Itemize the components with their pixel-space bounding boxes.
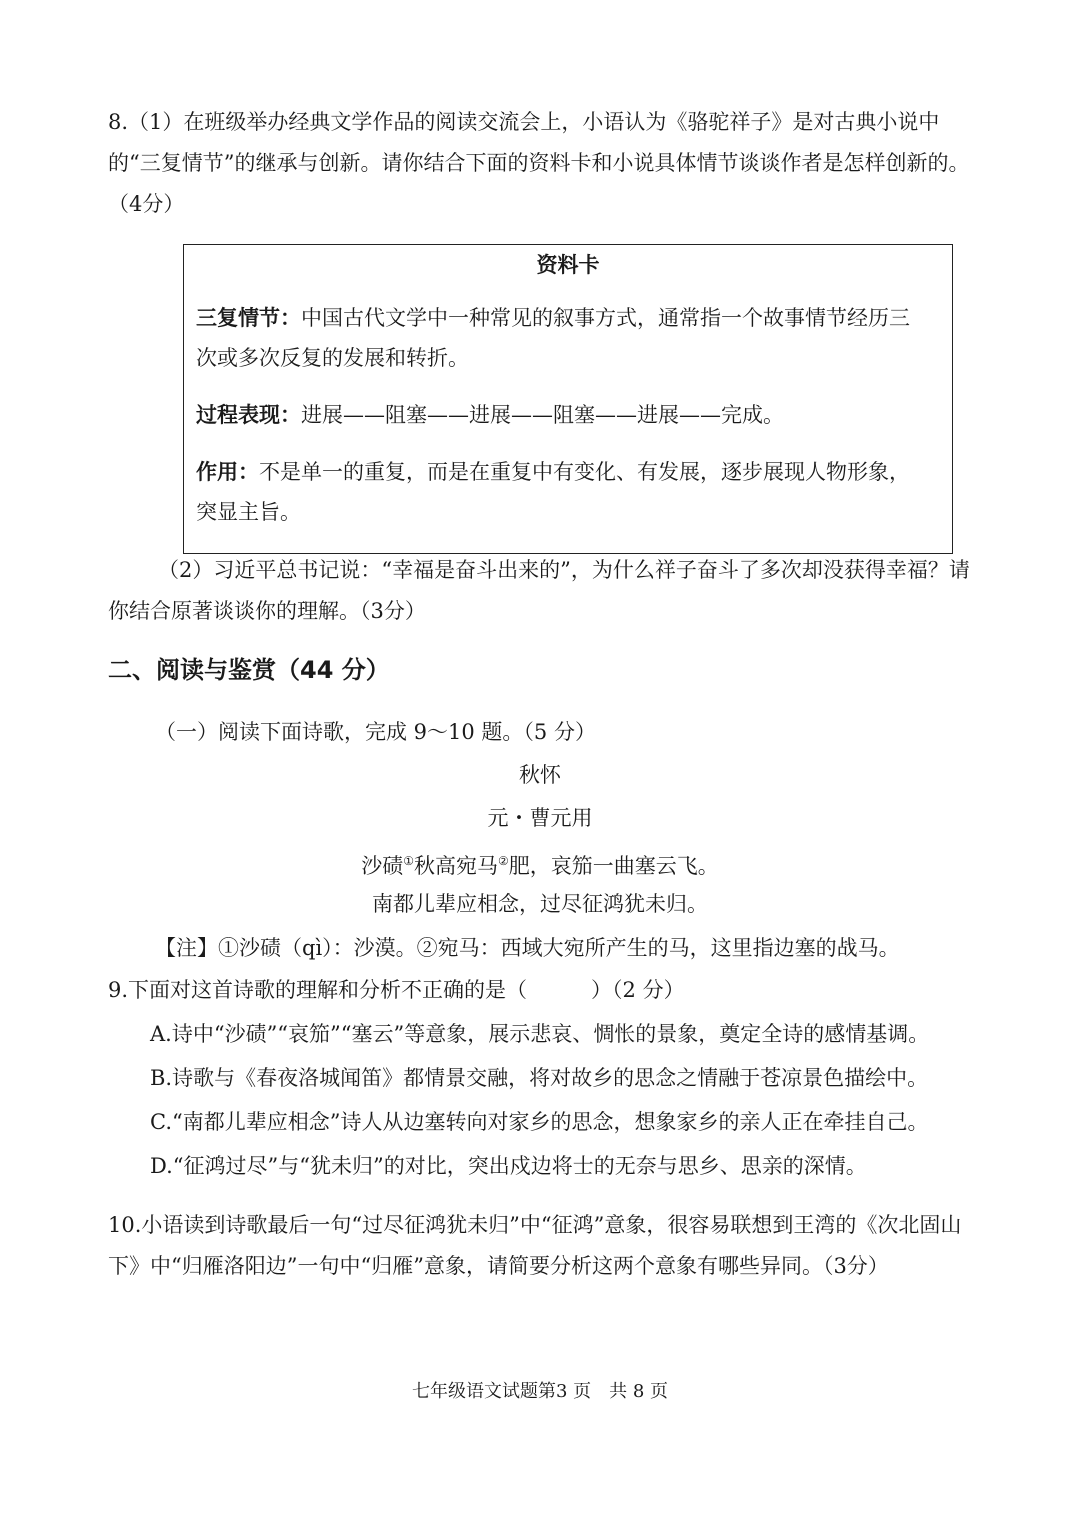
info-card-title: 资料卡 xyxy=(536,252,600,277)
info-card xyxy=(183,244,953,554)
question-8-part-1: 8.（1）在班级举办经典文学作品的阅读交流会上，小语认为《骆驼祥子》是对古典小说中的“三复情节”的继承与创新。请你结合下面的资料卡和小说具体情节谈谈作者是怎样创新的。（4分） xyxy=(108,110,970,216)
card-definition-label: 三复情节： xyxy=(196,305,301,330)
poem-author: 元・曹元用 xyxy=(487,806,593,830)
poem-line-2: 南都儿辈应相念，过尽征鸿犹未归。 xyxy=(372,892,708,916)
poem-line-1-part-b: 秋高宛马 xyxy=(414,854,498,878)
poem-line-1 xyxy=(0,844,1080,883)
option-b: B.诗歌与《春夜洛城闻笛》都情景交融，将对故乡的思念之情融于苍凉景色描绘中。 xyxy=(150,1066,929,1090)
poem-line-1-part-c: 肥，哀笳一曲塞云飞。 xyxy=(508,854,719,878)
question-10: 10.小语读到诗歌最后一句“过尽征鸿犹未归”中“征鸿”意象，很容易联想到王湾的《次北固山下》中“归雁洛阳边”一句中“归雁”意象，请简要分析这两个意象有哪些异同。（3分） xyxy=(108,1213,962,1278)
card-effect-label: 作用： xyxy=(196,459,259,484)
card-definition-text: 中国古代文学中一种常见的叙事方式，通常指一个故事情节经历三 xyxy=(301,306,910,330)
poem-note: 【注】①沙碛（qì）：沙漠。②宛马：西域大宛所产生的马，这里指边塞的战马。 xyxy=(155,936,900,960)
question-8-part-2: （2）习近平总书记说：“幸福是奋斗出来的”，为什么祥子奋斗了多次却没获得幸福？请你结合原著谈谈你的理解。（3分） xyxy=(108,558,970,623)
poem-title: 秋怀 xyxy=(519,763,561,787)
card-definition-line-2: 次或多次反复的发展和转折。 xyxy=(196,346,469,370)
card-effect-line-2: 突显主旨。 xyxy=(196,500,301,524)
poem-line-1-part-a: 沙碛 xyxy=(361,854,404,878)
option-c: C.“南都儿辈应相念”诗人从边塞转向对家乡的思念，想象家乡的亲人正在牵挂自己。 xyxy=(150,1110,929,1134)
poem-intro: （一）阅读下面诗歌，完成 9～10 题。（5 分） xyxy=(155,720,596,744)
footnote-marker-1: ① xyxy=(403,854,414,868)
question-9-score: ）（2 分） xyxy=(591,978,685,1002)
card-process-text: 进展——阻塞——进展——阻塞——进展——完成。 xyxy=(301,403,784,427)
card-effect-text: 不是单一的重复，而是在重复中有变化、有发展，逐步展现人物形象， xyxy=(259,460,910,484)
option-a: A.诗中“沙碛”“哀笳”“塞云”等意象，展示悲哀、惆怅的景象，奠定全诗的感情基调。 xyxy=(150,1022,930,1046)
card-process-line xyxy=(196,394,946,436)
section-2-heading: 二、阅读与鉴赏（44 分） xyxy=(108,656,390,684)
option-d: D.“征鸿过尽”与“犹未归”的对比，突出戍边将士的无奈与思乡、思亲的深情。 xyxy=(150,1154,867,1178)
card-definition-line-1 xyxy=(196,297,946,339)
footnote-marker-2: ② xyxy=(498,854,509,868)
card-effect-line-1 xyxy=(196,451,946,493)
card-process-label: 过程表现： xyxy=(196,402,301,427)
question-9-stem xyxy=(108,973,685,1007)
page-footer: 七年级语文试题第3 页 共 8 页 xyxy=(411,1381,669,1402)
question-9-stem-text: 9.下面对这首诗歌的理解和分析不正确的是（ xyxy=(108,978,528,1002)
